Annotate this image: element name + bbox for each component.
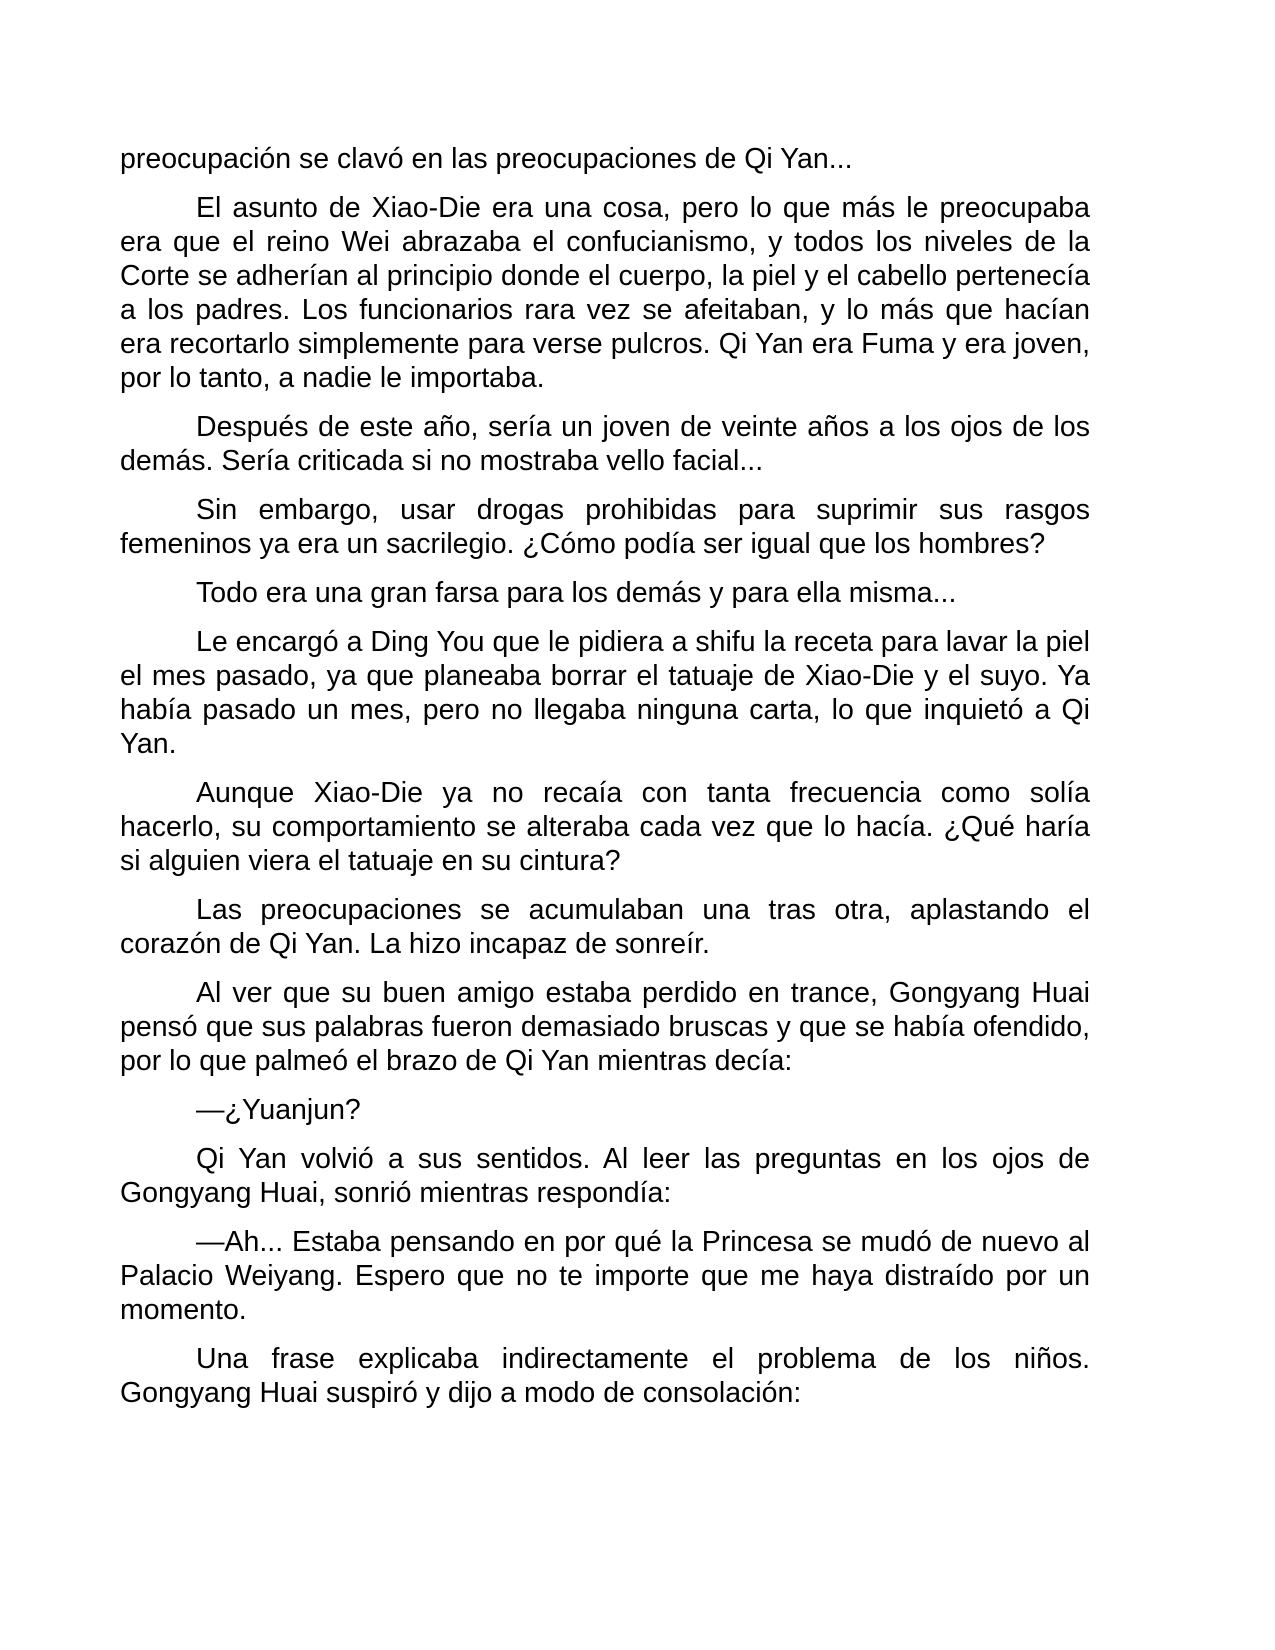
- paragraph: Después de este año, sería un joven de veinte años a los ojos de los demás. Sería criticada si no mostraba vello facial...: [120, 411, 1090, 477]
- paragraph: El asunto de Xiao-Die era una cosa, pero lo que más le preocupaba era que el reino Wei abrazaba el confucianismo, y todos los niveles de la Corte se adherían al principio donde el cuerpo, la piel y el cabello pertenecía a los padres. Los funcionarios rara vez se afeitaban, y lo más que hacían era recortarlo simplemente para verse pulcros. Qi Yan era Fuma y era joven, por lo tanto, a nadie le importaba.: [120, 192, 1090, 394]
- dialogue-line: —¿Yuanjun?: [196, 1094, 361, 1126]
- paragraph: Todo era una gran farsa para los demás y para ella misma...: [196, 577, 957, 609]
- paragraph: Le encargó a Ding You que le pidiera a shifu la receta para lavar la piel el mes pasado, ya que planeaba borrar el tatuaje de Xiao-Die y el suyo. Ya había pasado un mes, pero no llegaba ninguna carta, lo que inquietó a Qi Yan.: [120, 626, 1090, 760]
- dialogue-line: —Ah... Estaba pensando en por qué la Princesa se mudó de nuevo al Palacio Weiyang. Espero que no te importe que me haya distraído por un momento.: [120, 1226, 1090, 1326]
- paragraph: Al ver que su buen amigo estaba perdido en trance, Gongyang Huai pensó que sus palabras fueron demasiado bruscas y que se había ofendido, por lo que palmeó el brazo de Qi Yan mientras decía:: [120, 977, 1090, 1077]
- paragraph: Una frase explicaba indirectamente el problema de los niños. Gongyang Huai suspiró y dijo a modo de consolación:: [120, 1343, 1090, 1409]
- paragraph: Aunque Xiao-Die ya no recaía con tanta frecuencia como solía hacerlo, su comportamiento se alteraba cada vez que lo hacía. ¿Qué haría si alguien viera el tatuaje en su cintura?: [120, 777, 1090, 877]
- paragraph: Qi Yan volvió a sus sentidos. Al leer las preguntas en los ojos de Gongyang Huai, sonrió mientras respondía:: [120, 1143, 1090, 1209]
- paragraph: Las preocupaciones se acumulaban una tras otra, aplastando el corazón de Qi Yan. La hizo incapaz de sonreír.: [120, 894, 1090, 960]
- paragraph-continuation: preocupación se clavó en las preocupaciones de Qi Yan...: [120, 143, 853, 175]
- document-page: [120, 142, 1090, 1425]
- paragraph: Sin embargo, usar drogas prohibidas para suprimir sus rasgos femeninos ya era un sacrilegio. ¿Cómo podía ser igual que los hombres?: [120, 494, 1090, 560]
